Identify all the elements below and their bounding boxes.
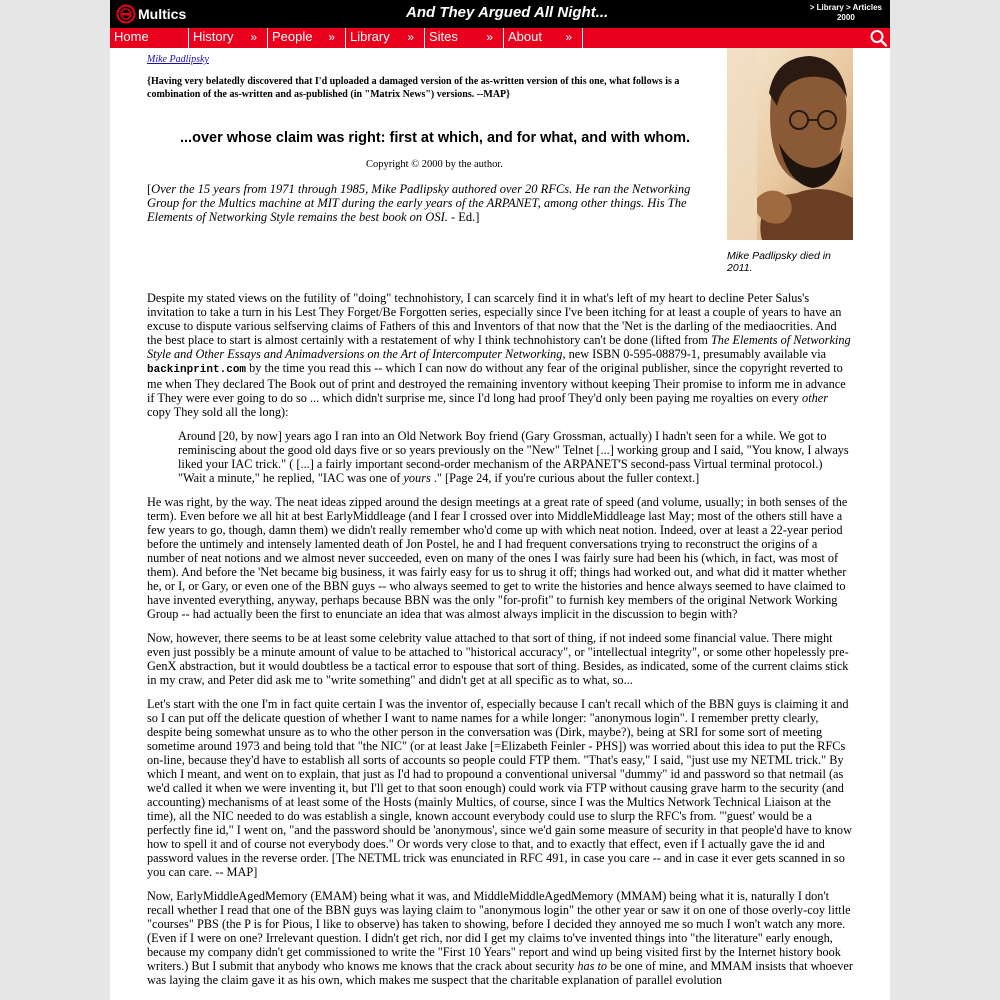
paragraph-text: Despite my stated views on the futility of "doing" technohistory, I can scarcely find it in what's left of my heart to decline Peter Salus's invitation to take a turn in his Lest They Forget/Be Forgotten series, especially since I've been itching for at least a couple of years to have an excuse to dispute various selfserving claims of Fathers of this and Inventors of that now that the 'Net is the darling of the mediaocrities. And the best place to start is almost certainly with a restatement of why I think technohistory can't be done (lifted from (147, 291, 842, 347)
search-icon[interactable] (868, 28, 890, 48)
intro-open-bracket: [ (147, 182, 152, 196)
page (110, 0, 890, 1000)
nav-item-home[interactable] (110, 28, 189, 48)
breadcrumb-library-link[interactable]: Library (816, 3, 844, 12)
nav-item-sites[interactable] (425, 28, 504, 48)
site-name[interactable]: Multics (138, 6, 187, 22)
editor-note: {Having very belatedly discovered that I'd uploaded a damaged version of the as-written version of this one, what follows is a combination of the as-written and as-published (in "Matrix News") versions. --MAP} (147, 76, 680, 100)
intro-close: - Ed.] (447, 210, 480, 224)
breadcrumb-year: 2000 (836, 13, 855, 22)
paragraph-text: Now, EarlyMiddleAgedMemory (EMAM) being what it was, and MiddleMiddleAgedMemory (MMAM) being what it is, naturally I don't recall whether I read that one of the BBN guys was laying claim to "anonymous login" the other year or saw it on one of those overly-coy little "courses" PBS (the P is for Pious, I like to observe) has taken to showing, before I decided they annoyed me so much I won't watch any more. (Even if I were on one? Irrelevant question. I didn't get rich, nor did I get my claims to've invented things into "the literature" early enough, because my company didn't get commissioned to write the "First 10 Years" report and wind up being visited first by the Internet history book writers.) But I submit that anybody who knows me knows that the crack about security (147, 889, 851, 973)
article-body (147, 291, 853, 997)
nav-item-library[interactable] (346, 28, 425, 48)
paragraph (147, 291, 853, 419)
emphasis-text: has to (577, 959, 608, 973)
nav-item-label: About (508, 29, 542, 44)
breadcrumb (810, 3, 882, 23)
paragraph: Let's start with the one I'm in fact quite certain I was the inventor of, especially because I can't recall which of the BBN guys is claiming it and so I can put off the delicate question of whether I want to name names for a while longer: "anonymous login". I remember pretty clearly, despite being somewhat unsure as to who the other person in the conversation was (Dirk, maybe?), being at SRI for some sort of meeting sometime around 1973 and being told that "the NIC" (or at least Jake [=Elizabeth Feinler - PHS]) was worried about this idea to put the RFCs on-line, because they'd have to establish all sorts of accounts so people could FTP them. "That's easy," I said, "just use my NETML trick." By which I meant, and went on to explain, that just as I'd had to propound a conventional universal "dummy" id and password so that netmail (as we'd called it when we were inventing it, but I'll get to that soon enough) could work via FTP without causing grave harm to the security (and accounting) mechanisms of at least some of the Hosts (mainly Multics, of course, since I was the Multics Network Technical Liaison at the time), all the NIC needed to do was establish a single, known account everybody could use to slurp the RFC's from. "'guest' would be a perfectly fine id," I went on, "and the password should be 'anonymous', since we'd gain some measure of security in that people'd have to know how to spell it and of course not everybody does." Or words very close to that, and to exactly that effect, even if I actually gave the id and password values in the reverse order. [The NETML trick was enunciated in RFC 491, in case you care -- and in case it ever gets scanned in so you can care. -- MAP] (147, 697, 852, 879)
paragraph-text: copy They sold all the long): (147, 405, 289, 419)
nav-item-label: People (272, 29, 313, 44)
article-subtitle: ...over whose claim was right: first at which, and for what, and with whom. (180, 130, 690, 146)
copyright-notice: Copyright © 2000 by the author. (366, 159, 503, 170)
paragraph: Now, however, there seems to be at least some celebrity value attached to that sort of thing, if not indeed some financial value. There might even just possibly be a minute amount of value to be attached to "historical accuracy", or "intellectual integrity", or some other hopelessly pre-GenX abstraction, but it would doubtless be a tactical error to espouse that sort of thing. Besides, as indicated, some of the current claims stick in my craw, and Peter did ask me to "write something" and didn't get at all specific as to what, so... (147, 631, 849, 687)
author-link[interactable]: Mike Padlipsky (147, 54, 209, 65)
author-photo-image (727, 48, 853, 240)
nav-bar (110, 28, 890, 48)
nav-item-label: History (193, 29, 234, 44)
nav-arrow: » (486, 30, 493, 44)
nav-arrow: » (565, 30, 572, 44)
nav-arrow: » (328, 30, 335, 44)
quote-text: ." [Page 24, if you're curious about the fuller context.] (430, 471, 700, 485)
nav-arrow: » (250, 30, 257, 44)
nav-item-label: Home (114, 29, 149, 44)
book-title: The Elements of Networking Style and Other Essays and Animadversions on the Art of Intercomputer Networking (147, 333, 851, 361)
breadcrumb-prefix: > (809, 3, 815, 12)
breadcrumb-separator: > (846, 3, 851, 12)
multics-logo-icon[interactable] (116, 4, 136, 24)
paragraph-text: , new ISBN 0-595-08879-1, presumably available via (562, 347, 827, 361)
emphasis-text: other (802, 391, 829, 405)
breadcrumb-articles-link[interactable]: Articles (852, 3, 882, 12)
intro-italic-text: Over the 15 years from 1971 through 1985, Mike Padlipsky authored over 20 RFCs. He ran the Networking Group for the Multics machine at MIT during the early years of the ARPANET, among other things. His The Elements of Networking Style remains the best book on OSI. (147, 182, 691, 224)
author-photo (727, 48, 853, 240)
nav-item-history[interactable] (189, 28, 268, 48)
backinprint-site: backinprint.com (147, 364, 247, 376)
paragraph: He was right, by the way. The neat ideas zipped around the design meetings at a great rate of speed (and volume, usually; in both senses of the term). Even before we all hit at best EarlyMiddleage (and I fear I crossed over into MiddleMiddleage last May; most of the others still have a few years to go, though, damn them) we didn't really remember who'd come up with which neat notion. Indeed, over at least a 22-year period before the untimely and intensely lamented death of Jon Postel, he and I had frequent conversations trying to reconstruct the origins of a number of neat notions and we almost never succeeded, even on many of the ones I was fairly sure had been his (which, in fact, was most of them). And before the 'Net became big business, it was fairly easy for us to shrug it off; things had worked out, and what did it matter whether he, or I, or Gary, or even one of the BBN guys -- who always seemed to get to write the histories and hence always seemed to have claimed to have invented everything, anyway, perhaps because BBN was the only "for-profit" to furnish key members of the original Network Working Group -- had actually been the first to enunciate an idea that was almost always implicit in the discussion to begin with? (147, 495, 848, 621)
emphasis-text: yours (403, 471, 431, 485)
paragraph-text: by the time you read this -- which I can now do without any fear of the original publisher, since the copyright reverted to me when They declared The Book out of print and destroyed the remaining inventory without keeping Their promise to inform me in advance if They were ever going to do so ... which didn't surprise me, since I'd long had proof They'd only been paying me royalties on every (147, 361, 846, 405)
quote-text: Around [20, by now] years ago I ran into an Old Network Boy friend (Gary Grossman, actually) I hadn't seen for a while. We got to reminiscing about the good old days five or so years previously on the "New" Telnet [...] working group and I said, "You know, I always liked your IAC trick." ( [...] a fairly important second-order mechanism of the ARPANET'S second-pass Virtual terminal protocol.) "Wait a minute," he replied, "IAC was one of (178, 429, 849, 485)
nav-item-label: Sites (429, 29, 458, 44)
paragraph-text: be one of mine, and MMAM insists that whoever was laying the claim gave it as his own, which makes me suspect that the charitable explanation of parallel evolution (147, 959, 853, 987)
nav-arrow: » (407, 30, 414, 44)
nav-item-people[interactable] (268, 28, 346, 48)
editor-intro (147, 182, 707, 224)
nav-item-about[interactable] (504, 28, 583, 48)
photo-caption: Mike Padlipsky died in 2011. (727, 250, 831, 274)
page-title: And They Argued All Night... (406, 4, 609, 21)
paragraph (147, 889, 853, 987)
top-banner (110, 0, 890, 28)
block-quote (178, 429, 853, 485)
nav-item-label: Library (350, 29, 390, 44)
